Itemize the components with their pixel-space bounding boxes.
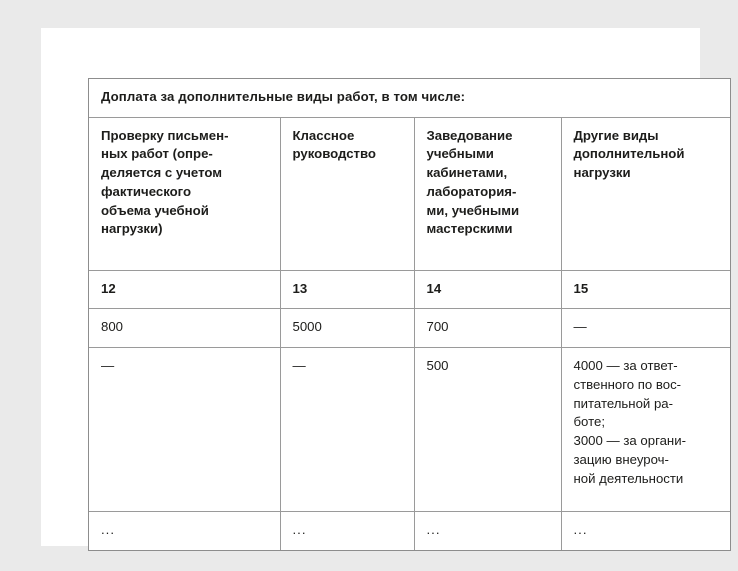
column-number-12: 12 — [89, 270, 280, 309]
column-header-13 — [280, 117, 414, 270]
column-number-15: 15 — [561, 270, 730, 309]
cell-r2-c15 — [561, 348, 730, 512]
header-line: учебными — [426, 146, 494, 162]
cell-r3-c14: ... — [414, 512, 561, 550]
header-line: нагрузки) — [101, 221, 163, 237]
cell-line: ной деятельности — [573, 470, 684, 486]
header-line: ми, учебными — [426, 202, 520, 218]
table-header-row — [89, 117, 730, 270]
header-line: Другие виды — [573, 127, 659, 143]
cell-r1-c15: — — [561, 309, 730, 348]
cell-line: 3000 — за органи- — [573, 433, 686, 449]
table-row — [89, 348, 730, 512]
cell-line: 4000 — за ответ- — [573, 358, 678, 374]
cell-r2-c12: — — [89, 348, 280, 512]
header-line: объема учебной — [101, 202, 209, 218]
header-line: ных работ (опре- — [101, 146, 213, 162]
cell-r2-c13: — — [280, 348, 414, 512]
header-line: дополнительной — [573, 146, 685, 162]
table-row — [89, 512, 730, 550]
table-title-row — [89, 79, 730, 117]
column-number-13: 13 — [280, 270, 414, 309]
cell-r1-c12: 800 — [89, 309, 280, 348]
column-header-15 — [561, 117, 730, 270]
column-header-14 — [414, 117, 561, 270]
cell-line: боте; — [573, 414, 605, 430]
table-row — [89, 309, 730, 348]
cell-r2-c14: 500 — [414, 348, 561, 512]
doplata-table — [89, 79, 730, 550]
header-line: деляется с учетом — [101, 165, 222, 181]
cell-r3-c13: ... — [280, 512, 414, 550]
header-line: фактического — [101, 183, 192, 199]
cell-line: зацию внеуроч- — [573, 451, 669, 467]
header-line: Классное — [292, 127, 355, 143]
cell-r1-c14: 700 — [414, 309, 561, 348]
table-container — [88, 78, 731, 551]
cell-r3-c15: ... — [573, 522, 588, 538]
header-line: руководство — [292, 146, 376, 162]
column-number-row — [89, 270, 730, 309]
header-line: мастерскими — [426, 221, 513, 237]
header-line: нагрузки — [573, 165, 631, 181]
table-title: Доплата за дополнительные виды работ, в том числе: — [89, 79, 730, 117]
cell-line: питательной ра- — [573, 395, 674, 411]
column-number-14: 14 — [414, 270, 561, 309]
cell-line: ственного по вос- — [573, 376, 682, 392]
cell-r3-c12: ... — [89, 512, 280, 550]
header-line: Проверку письмен- — [101, 127, 229, 143]
header-line: лаборатория- — [426, 183, 517, 199]
document-card — [41, 28, 700, 546]
header-line: кабинетами, — [426, 165, 508, 181]
column-header-12 — [89, 117, 280, 270]
header-line: Заведование — [426, 127, 513, 143]
cell-r1-c13: 5000 — [280, 309, 414, 348]
